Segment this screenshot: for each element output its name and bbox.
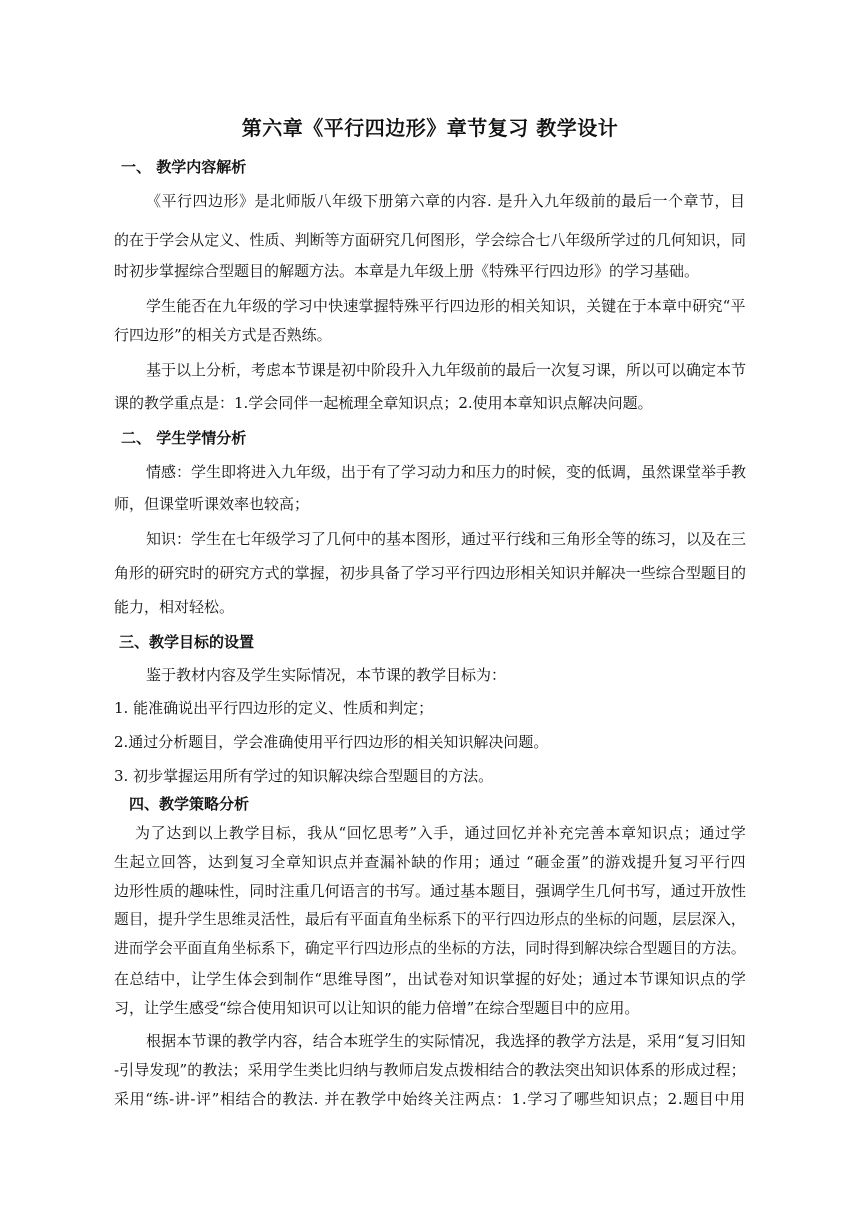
paragraph-line: 为了达到以上教学目标，我从“回忆思考”入手，通过回忆并补充完善本章知识点；通过学 [135,824,747,842]
paragraph-line: 能力，相对轻松。 [114,598,235,616]
paragraph-line: 学生能否在九年级的学习中快速掌握特殊平行四边形的相关知识，关键在于本章中研究“平 [146,297,746,315]
paragraph-line: 行四边形”的相关方式是否熟练。 [114,326,332,344]
paragraph-line: 根据本节课的教学内容，结合本班学生的实际情况，我选择的教学方法是，采用“复习旧知 [146,1032,746,1050]
section-heading-4: 四、教学策略分析 [129,795,250,813]
section-heading-3: 三、教学目标的设置 [119,633,255,651]
paragraph-line: 边形性质的趣味性，同时注重几何语言的书写。通过基本题目，强调学生几何书写，通过开放性 [114,882,747,900]
paragraph-line: 时初步掌握综合型题目的解题方法。本章是九年级上册《特殊平行四边形》的学习基础。 [114,262,700,280]
paragraph-line: 鉴于教材内容及学生实际情况，本节课的教学目标为： [146,666,507,684]
paragraph-line: 的在于学会从定义、性质、判断等方面研究几何图形，学会综合七八年级所学过的几何知识，同 [114,231,747,249]
paragraph-line: 情感：学生即将进入九年级，出于有了学习动力和压力的时候，变的低调，虽然课堂举手教 [146,463,747,481]
paragraph-line: 采用“练-讲-评”相结合的教法. 并在教学中始终关注两点：1.学习了哪些知识点；2.题目中用 [114,1090,746,1108]
paragraph-line: 《平行四边形》是北师版八年级下册第六章的内容. 是升入九年级前的最后一个章节，目 [146,192,746,210]
list-item: 2.通过分析题目，学会准确使用平行四边形的相关知识解决问题。 [114,733,549,751]
section-heading-1: 一、 教学内容解析 [121,158,247,176]
paragraph-line: 课的教学重点是：1.学会同伴一起梳理全章知识点；2.使用本章知识点解决问题。 [114,394,653,412]
paragraph-line: 题目，提升学生思维灵活性，最后有平面直角坐标系下的平行四边形点的坐标的问题，层层深入， [114,911,746,928]
paragraph-line: 知识：学生在七年级学习了几何中的基本图形，通过平行线和三角形全等的练习，以及在三 [146,530,747,548]
section-heading-2: 二、 学生学情分析 [121,429,247,447]
paragraph-line: 基于以上分析，考虑本节课是初中阶段升入九年级前的最后一次复习课，所以可以确定本节 [146,361,747,379]
document-title: 第六章《平行四边形》章节复习 教学设计 [241,116,619,140]
paragraph-line: 生起立回答，达到复习全章知识点并查漏补缺的作用；通过 “砸金蛋”的游戏提升复习平行四 [114,853,747,871]
paragraph-line: 角形的研究时的研究方式的掌握，初步具备了学习平行四边形相关知识并解决一些综合型题目的 [114,564,747,582]
paragraph-line: 进而学会平面直角坐标系下，确定平行四边形点的坐标的方法，同时得到解决综合型题目的方法。 [114,940,746,957]
paragraph-line: 习，让学生感受“综合使用知识可以让知识的能力倍增”在综合型题目中的应用。 [114,999,640,1017]
paragraph-line: 在总结中，让学生体会到制作“思维导图”，出试卷对知识掌握的好处；通过本节课知识点的学 [114,970,747,988]
paragraph-line: -引导发现”的教法；采用学生类比归纳与教师启发点拨相结合的教法突出知识体系的形成过程； [114,1061,746,1079]
paragraph-line: 师，但课堂听课效率也较高； [114,495,310,513]
list-item: 1. 能准确说出平行四边形的定义、性质和判定； [114,699,434,717]
list-item: 3. 初步掌握运用所有学过的知识解决综合型题目的方法。 [114,767,494,785]
